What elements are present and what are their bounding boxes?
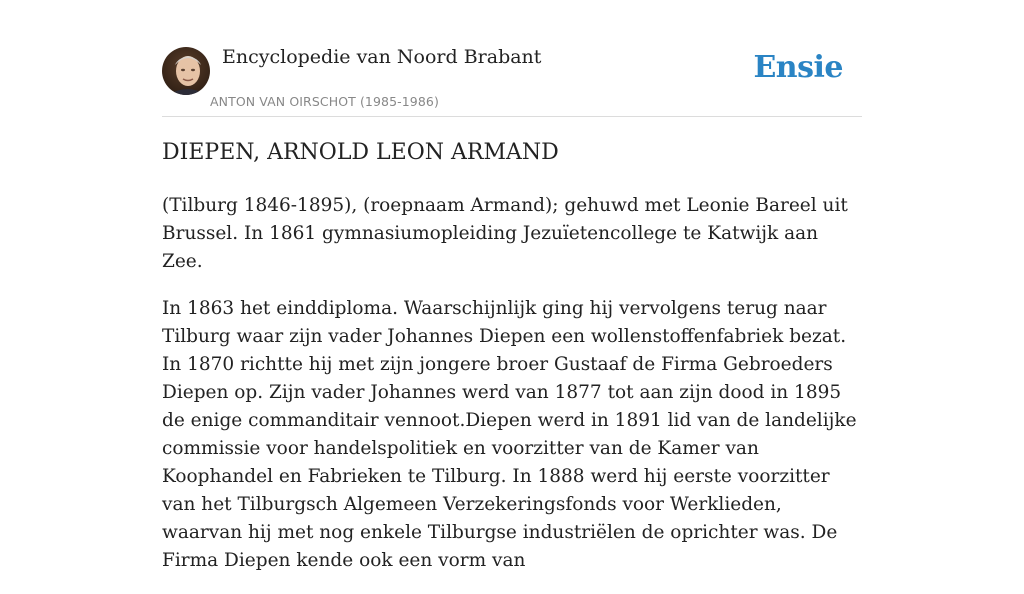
ensie-logo[interactable]: Ensie <box>753 50 843 85</box>
article-body <box>162 192 862 594</box>
author-avatar[interactable] <box>162 47 210 95</box>
article-paragraph: In 1863 het einddiploma. Waarschijnlijk ging hij vervolgens terug naar Tilburg waar zijn vader Johannes Diepen een wollenstoffenfabriek bezat. In 1870 richtte hij met zijn jongere broer Gustaaf de Firma Gebroeders Diepen op. Zijn vader Johannes werd van 1877 tot aan zijn dood in 1895 de enige commanditair vennoot.Diepen werd in 1891 lid van de landelijke commissie voor handelspolitiek en voorzitter van de Kamer van Koophandel en Fabrieken te Tilburg. In 1888 werd hij eerste voorzitter van het Tilburgsch Algemeen Verzekeringsfonds voor Werklieden, waarvan hij met nog enkele Tilburgse industriëlen de oprichter was. De Firma Diepen kende ook een vorm van <box>162 298 857 571</box>
author-name[interactable]: ANTON VAN OIRSCHOT (1985-1986) <box>210 94 439 109</box>
site-header <box>162 44 862 117</box>
author-portrait-icon <box>162 47 210 95</box>
article-title: DIEPEN, ARNOLD LEON ARMAND <box>162 140 559 165</box>
publication-title[interactable]: Encyclopedie van Noord Brabant <box>222 46 542 68</box>
article-paragraph: (Tilburg 1846-1895), (roepnaam Armand); gehuwd met Leonie Bareel uit Brussel. In 1861 gymnasiumopleiding Jezuïetencollege te Katwijk aan Zee. <box>162 195 848 272</box>
